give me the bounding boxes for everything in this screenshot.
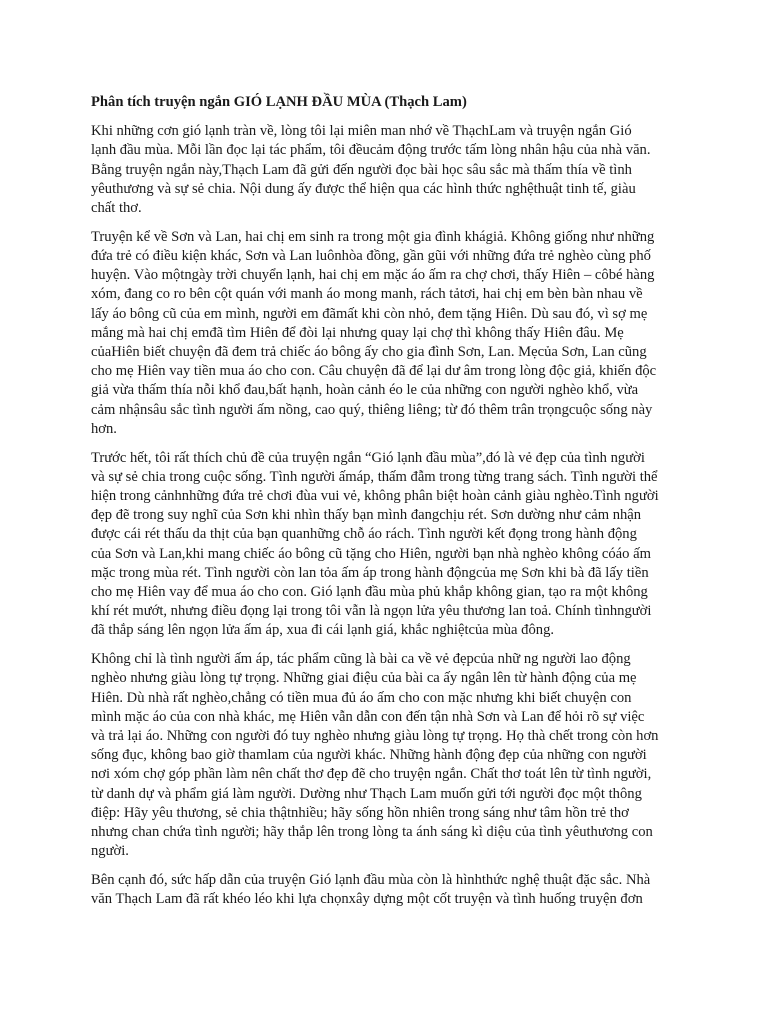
paragraph-line: củaHiên biết chuyện đã đem trả chiếc áo bông ấy cho gia đình Sơn, Lan. Mẹcủa Sơn, Lan cũng bbox=[91, 344, 647, 361]
paragraph-line: chất thơ. bbox=[91, 200, 142, 217]
paragraph-line: lấy áo bông cũ của em mình, người em đãmất khi còn nhỏ, đem tặng Hiên. Dù sau đó, vì sợ mẹ bbox=[91, 305, 648, 322]
paragraph-line: cho mẹ Hiên vay tiền mua áo cho con. Câu chuyện đã để lại dư âm trong lòng độc giả, khiến độc bbox=[91, 363, 657, 380]
paragraph-line: Trước hết, tôi rất thích chủ đề của truyện ngắn “Gió lạnh đầu mùa”,đó là vẻ đẹp của tình người bbox=[91, 449, 645, 466]
paragraph-line: Không chỉ là tình người ấm áp, tác phẩm cũng là bài ca về vẻ đẹpcủa nhữ ng người lao động bbox=[91, 651, 631, 668]
paragraph-line: của Sơn và Lan,khi mang chiếc áo bông cũ tặng cho Hiên, người bạn nhà nghèo không cóáo ấm bbox=[91, 545, 651, 562]
paragraph-line: nhưng chan chứa tình người; hãy thắp lên trong lòng ta ánh sáng kì diệu của tình yêuthương con bbox=[91, 824, 653, 841]
paragraph-line: và sự sẻ chia trong cuộc sống. Tình người ấmáp, thấm đẫm trong từng trang sách. Tình người thể bbox=[91, 468, 658, 485]
paragraph-line: Bên cạnh đó, sức hấp dẫn của truyện Gió lạnh đầu mùa còn là hìnhthức nghệ thuật đặc sắc. Nhà bbox=[91, 872, 651, 889]
paragraph-line: cảm nhậnsâu sắc tình người ấm nồng, cao quý, thiêng liêng; từ đó thêm trân trọngcuộc sống này bbox=[91, 401, 653, 418]
paragraph-line: sống đục, không bao giờ thamlam của người khác. Những hành động đẹp của những con người bbox=[91, 747, 647, 764]
paragraph-line: nơi xóm chợ góp phần làm nên chất thơ đẹp đẽ cho truyện ngắn. Chất thơ toát lên từ tình người, bbox=[91, 766, 652, 783]
paragraph-line: người. bbox=[91, 843, 129, 860]
paragraph-line: mặc trong mùa rét. Tình người còn lan tỏa ấm áp trong hành độngcủa mẹ Sơn khi bà đã lấy tiền bbox=[91, 564, 649, 581]
paragraph bbox=[91, 650, 675, 861]
paragraph-line: điệp: Hãy yêu thương, sẻ chia thậtnhiều; hãy sống hồn nhiên trong sáng như tâm hồn trẻ thơ bbox=[91, 804, 629, 821]
paragraph bbox=[91, 449, 675, 641]
paragraph bbox=[91, 871, 675, 909]
paragraph-line: mình mặc áo của con nhà khác, mẹ Hiên vẫn dẫn con đến tận nhà Sơn và Lan để hỏi rõ sự việc bbox=[91, 708, 645, 725]
paragraph-line: Hiên. Dù nhà rất nghèo,chẳng có tiền mua đủ áo ấm cho con mặc nhưng khi biết chuyện con bbox=[91, 689, 632, 706]
paragraph-line: đã thắp sáng lên ngọn lửa ấm áp, xua đi cái lạnh giá, khắc nghiệtcủa mùa đông. bbox=[91, 622, 555, 639]
paragraph-line: huyện. Vào mộtngày trời chuyển lạnh, hai chị em mặc áo ấm ra chợ chơi, thấy Hiên – côbé hàng bbox=[91, 267, 655, 284]
paragraph-line: đẹp đẽ trong suy nghĩ của Sơn khi nhìn thấy bạn mình đangchịu rét. Sơn dường như cảm nhận bbox=[91, 507, 642, 524]
paragraph-line: hiện trong cảnhnhững đứa trẻ chơi đùa vui vẻ, không phân biệt hoàn cảnh giàu nghèo.Tình người bbox=[91, 488, 659, 505]
paragraph-line: Truyện kể về Sơn và Lan, hai chị em sinh ra trong một gia đình khágiả. Không giống như những bbox=[91, 228, 655, 245]
document-body bbox=[91, 93, 675, 919]
paragraph bbox=[91, 122, 675, 218]
paragraph-line: Bằng truyện ngắn này,Thạch Lam đã gửi đến người đọc bài học sâu sắc mà thấm thía về tình bbox=[91, 161, 632, 178]
title-line: Phân tích truyện ngắn GIÓ LẠNH ĐẦU MÙA (Thạch Lam) bbox=[91, 94, 467, 110]
paragraph-line: giả vừa thấm thía nỗi khổ đau,bất hạnh, hoàn cảnh éo le của những con người nghèo khổ, vừa bbox=[91, 382, 639, 399]
paragraph-line: xóm, đang co ro bên cột quán với manh áo mong manh, rách tảtơi, hai chị em bèn bàn nhau về bbox=[91, 286, 643, 303]
paragraph-line: yêuthương và sự sẻ chia. Nội dung ấy được thể hiện qua các hình thức nghệthuật tinh tế, giàu bbox=[91, 180, 636, 197]
paragraph-list bbox=[91, 122, 675, 909]
document-title bbox=[91, 93, 675, 112]
paragraph-line: khí rét mướt, nhưng điều đọng lại trong tôi vẫn là ngọn lửa yêu thương lan toả. Chính tìnhngười bbox=[91, 603, 652, 620]
paragraph-line: được cái rét thấu da thịt của bạn quanhững chỗ áo rách. Tình người kết đọng trong hành động bbox=[91, 526, 637, 543]
paragraph-line: đứa trẻ có điều kiện khác, Sơn và Lan luônhòa đồng, gần gũi với những đứa trẻ nghèo cùng phố bbox=[91, 248, 651, 265]
paragraph-line: nghèo nhưng giàu lòng tự trọng. Những giai điệu của bài ca ấy ngân lên từ hành động của mẹ bbox=[91, 670, 637, 687]
paragraph bbox=[91, 228, 675, 439]
paragraph-line: lạnh đầu mùa. Mỗi lần đọc lại tác phẩm, tôi đềucảm động trước tấm lòng nhân hậu của nhà văn. bbox=[91, 142, 651, 159]
paragraph-line: mắng mà hai chị emđã tìm Hiên để đòi lại nhưng quay lại chợ thì không thấy Hiên đâu. Mẹ bbox=[91, 324, 624, 341]
paragraph-line: và trả lại áo. Những con người đó tuy nghèo nhưng giàu lòng tự trọng. Họ thà chết trong còn hơn bbox=[91, 728, 659, 745]
paragraph-line: hơn. bbox=[91, 420, 117, 437]
paragraph-line: Khi những cơn gió lạnh tràn về, lòng tôi lại miên man nhớ về ThạchLam và truyện ngắn Gió bbox=[91, 123, 632, 140]
paragraph-line: văn Thạch Lam đã rất khéo léo khi lựa chọnxây dựng một cốt truyện và tình huống truyện đơn bbox=[91, 891, 643, 908]
paragraph-line: cho mẹ Hiên vay để mua áo cho con. Gió lạnh đầu mùa phủ khắp không gian, tạo ra một không bbox=[91, 584, 648, 601]
paragraph-line: từ danh dự và phẩm giá làm người. Dường như Thạch Lam muốn gửi tới người đọc một thông bbox=[91, 785, 642, 802]
